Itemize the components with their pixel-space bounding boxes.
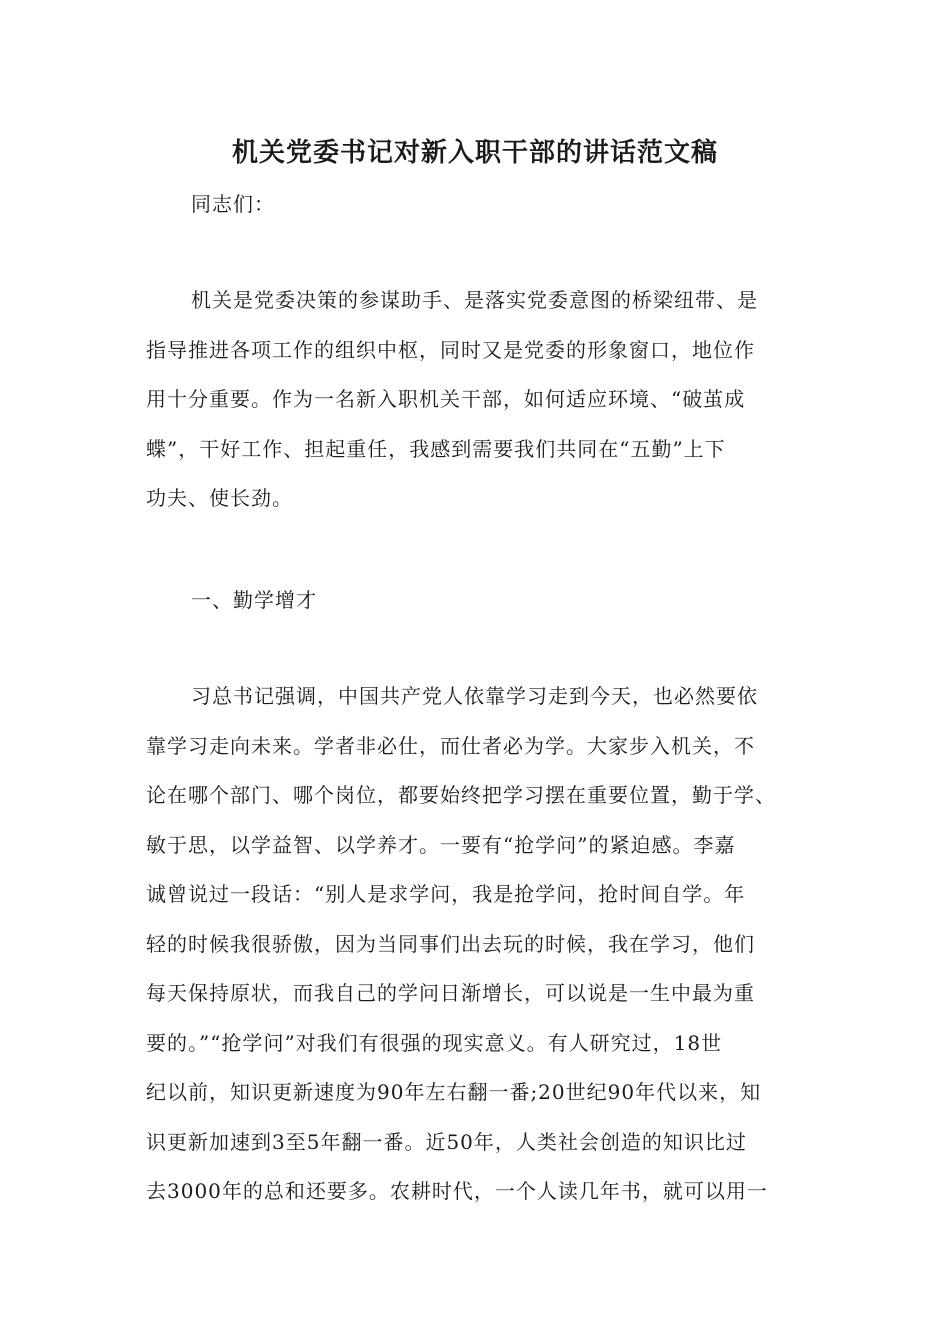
intro-paragraph bbox=[146, 276, 806, 524]
paragraph-line: 轻的时候我很骄傲，因为当同事们出去玩的时候，我在学习，他们 bbox=[146, 931, 755, 956]
paragraph-line: 靠学习走向未来。学者非必仕，而仕者必为学。大家步入机关，不 bbox=[146, 733, 755, 758]
paragraph-line: 纪以前，知识更新速度为90年左右翻一番;20世纪90年代以来，知 bbox=[146, 1080, 762, 1104]
paragraph-line: 敏于思，以学益智、以学养才。一要有“抢学问”的紧迫感。李嘉 bbox=[146, 832, 736, 857]
paragraph-line: 机关是党委决策的参谋助手、是落实党委意图的桥梁纽带、是 bbox=[191, 288, 758, 312]
document-title: 机关党委书记对新入职干部的讲话范文稿 bbox=[231, 138, 718, 168]
paragraph-line: 论在哪个部门、哪个岗位，都要始终把学习摆在重要位置，勤于学、 bbox=[146, 783, 776, 807]
paragraph-line: 用十分重要。作为一名新入职机关干部，如何适应环境、“破茧成 bbox=[146, 387, 746, 411]
paragraph-line: 指导推进各项工作的组织中枢，同时又是党委的形象窗口，地位作 bbox=[146, 337, 755, 362]
section-heading-text: 一、勤学增才 bbox=[191, 588, 317, 612]
paragraph-line: 诚曾说过一段话：“别人是求学问，我是抢学问，抢时间自学。年 bbox=[146, 882, 746, 906]
paragraph-line: 要的。”“抢学问”对我们有很强的现实意义。有人研究过，18世 bbox=[146, 1030, 723, 1055]
salutation-text: 同志们： bbox=[191, 192, 275, 216]
paragraph-line: 去3000年的总和还要多。农耕时代，一个人读几年书，就可以用一 bbox=[146, 1179, 768, 1203]
paragraph-line: 功夫、使长劲。 bbox=[146, 486, 293, 510]
paragraph-line: 每天保持原状，而我自己的学问日渐增长，可以说是一生中最为重 bbox=[146, 981, 755, 1005]
paragraph-line: 识更新加速到3至5年翻一番。近50年，人类社会创造的知识比过 bbox=[146, 1129, 747, 1154]
section-heading bbox=[146, 576, 806, 626]
salutation bbox=[146, 180, 806, 230]
paragraph-line: 习总书记强调，中国共产党人依靠学习走到今天，也必然要依 bbox=[191, 684, 758, 708]
paragraph-line: 蝶”，干好工作、担起重任，我感到需要我们共同在“五勤”上下 bbox=[146, 436, 726, 461]
section-paragraph bbox=[146, 672, 806, 1217]
